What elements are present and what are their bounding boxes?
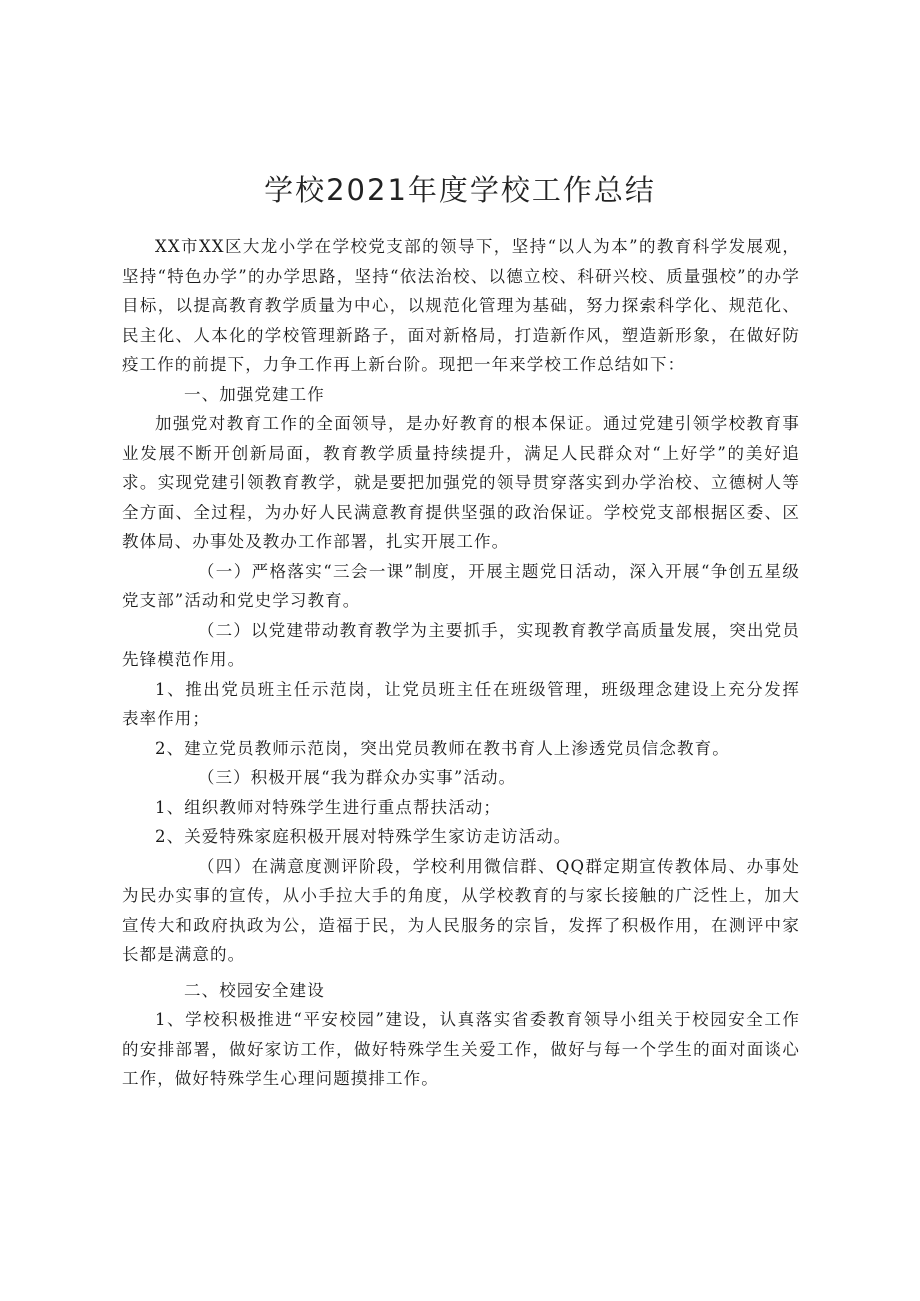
document-title: 学校2021年度学校工作总结 xyxy=(264,173,656,207)
subsection-1: （一）严格落实“三会一课”制度，开展主题党日活动，深入开展“争创五星级党支部”活动和党史学习教育。 xyxy=(122,561,800,610)
subsection-4: （四）在满意度测评阶段，学校利用微信群、QQ群定期宣传教体局、办事处为民办实事的宣传，从小手拉大手的角度，从学校教育的与家长接触的广泛性上，加大宣传大和政府执政为公，造福于民，为人民服务的宗旨，发挥了积极作用，在测评中家长都是满意的。 xyxy=(122,856,800,964)
list-item: 2、关爱特殊家庭积极开展对特殊学生家访走访活动。 xyxy=(155,827,572,846)
document-body xyxy=(122,232,800,1094)
list-item: 1、组织教师对特殊学生进行重点帮扶活动； xyxy=(155,797,501,817)
subsection-3: （三）积极开展“我为群众办实事”活动。 xyxy=(197,768,517,787)
section-heading-campus-safety: 二、校园安全建设 xyxy=(184,980,325,1000)
campus-safety-paragraph: 1、学校积极推进“平安校园”建设，认真落实省委教育领导小组关于校园安全工作的安排部署，做好家访工作，做好特殊学生关爱工作，做好与每一个学生的面对面谈心工作，做好特殊学生心理问题摸排工作。 xyxy=(122,1010,800,1088)
party-building-paragraph: 加强党对教育工作的全面领导，是办好教育的根本保证。通过党建引领学校教育事业发展不断开创新局面，教育教学质量持续提升，满足人民群众对“上好学”的美好追求。实现党建引领教育教学，就是要把加强党的领导贯穿落实到办学治校、立德树人等全方面、全过程，为办好人民满意教育提供坚强的政治保证。学校党支部根据区委、区教体局、办事处及教办工作部署，扎实开展工作。 xyxy=(122,414,800,551)
section-heading-party-building: 一、加强党建工作 xyxy=(184,384,325,404)
intro-paragraph: XX市XX区大龙小学在学校党支部的领导下，坚持“以人为本”的教育科学发展观，坚持“特色办学”的办学思路，坚持“依法治校、以德立校、科研兴校、质量强校”的办学目标，以提高教育教学质量为中心，以规范化管理为基础，努力探索科学化、规范化、民主化、人本化的学校管理新路子，面对新格局，打造新作风，塑造新形象，在做好防疫工作的前提下，力争工作再上新台阶。现把一年来学校工作总结如下： xyxy=(122,237,800,374)
list-item: 2、建立党员教师示范岗，突出党员教师在教书育人上渗透党员信念教育。 xyxy=(155,738,730,758)
subsection-2: （二）以党建带动教育教学为主要抓手，实现教育教学高质量发展，突出党员先锋模范作用。 xyxy=(122,620,800,669)
list-item: 1、推出党员班主任示范岗，让党员班主任在班级管理，班级理念建设上充分发挥表率作用； xyxy=(122,679,800,728)
